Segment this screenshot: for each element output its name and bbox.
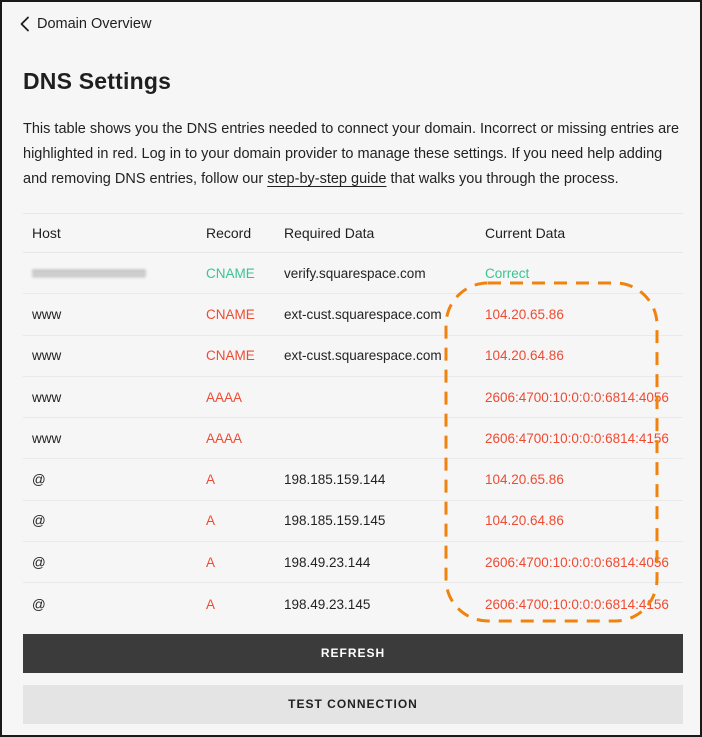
cell-record: A <box>206 596 216 612</box>
cell-record: A <box>206 513 216 529</box>
cell-host: @ <box>32 513 46 529</box>
cell-host: @ <box>32 596 46 612</box>
page-title: DNS Settings <box>23 68 172 94</box>
column-header-required-data: Required Data <box>284 225 375 241</box>
cell-current-data: 2606:4700:10:0:0:0:6814:4156 <box>485 596 669 612</box>
cell-host: www <box>32 389 62 405</box>
description-part2: that walks you through the process. <box>386 171 619 187</box>
cell-required-data: ext-cust.squarespace.com <box>284 306 442 322</box>
test-connection-button[interactable]: TEST CONNECTION <box>23 685 683 724</box>
cell-record: AAAA <box>206 389 243 405</box>
column-header-current-data: Current Data <box>485 225 566 241</box>
cell-host: www <box>32 430 62 446</box>
refresh-button[interactable]: REFRESH <box>23 634 683 673</box>
table-row <box>23 583 683 624</box>
cell-record: A <box>206 472 216 488</box>
cell-record: CNAME <box>206 306 255 322</box>
dns-records-table <box>23 213 683 625</box>
cell-current-data: 104.20.64.86 <box>485 513 564 529</box>
cell-current-data: 104.20.64.86 <box>485 348 564 364</box>
table-header-row <box>23 213 683 253</box>
cell-current-data: 104.20.65.86 <box>485 472 564 488</box>
table-row <box>23 253 683 294</box>
cell-current-data: 2606:4700:10:0:0:0:6814:4156 <box>485 430 669 446</box>
cell-record: CNAME <box>206 265 255 281</box>
table-row <box>23 542 683 583</box>
cell-record: A <box>206 554 216 570</box>
table-body <box>23 253 683 625</box>
table-row <box>23 418 683 459</box>
cell-current-data: 104.20.65.86 <box>485 306 564 322</box>
cell-required-data: 198.49.23.144 <box>284 554 371 570</box>
cell-host: @ <box>32 472 46 488</box>
table-row <box>23 294 683 335</box>
cell-required-data: verify.squarespace.com <box>284 265 426 281</box>
cell-record: CNAME <box>206 348 255 364</box>
table-row <box>23 459 683 500</box>
step-by-step-guide-link[interactable]: step-by-step guide <box>267 171 387 187</box>
cell-record: AAAA <box>206 430 243 446</box>
table-row <box>23 377 683 418</box>
redacted-host-value <box>32 269 146 278</box>
column-header-record: Record <box>206 225 252 241</box>
cell-host: @ <box>32 554 46 570</box>
cell-host: www <box>32 348 62 364</box>
description-text <box>23 117 683 192</box>
cell-required-data: 198.49.23.145 <box>284 596 371 612</box>
table-row <box>23 501 683 542</box>
column-header-host: Host <box>32 225 61 241</box>
cell-host: www <box>32 306 62 322</box>
cell-current-data: 2606:4700:10:0:0:0:6814:4056 <box>485 554 669 570</box>
description-part1: This table shows you the DNS entries needed to connect your domain. Incorrect or missing entries are highlighted in red. Log in to your domain provider to manage these settings. If you need help adding and removing DNS entries, follow our <box>23 121 680 187</box>
cell-current-data: 2606:4700:10:0:0:0:6814:4056 <box>485 389 669 405</box>
cell-required-data: ext-cust.squarespace.com <box>284 348 442 364</box>
cell-required-data: 198.185.159.144 <box>284 472 386 488</box>
cell-required-data: 198.185.159.145 <box>284 513 386 529</box>
back-link-label: Domain Overview <box>37 16 152 32</box>
cell-host <box>32 269 206 278</box>
back-link[interactable] <box>19 16 700 32</box>
cell-current-data: Correct <box>485 265 530 281</box>
chevron-left-icon <box>19 16 30 32</box>
table-row <box>23 336 683 377</box>
